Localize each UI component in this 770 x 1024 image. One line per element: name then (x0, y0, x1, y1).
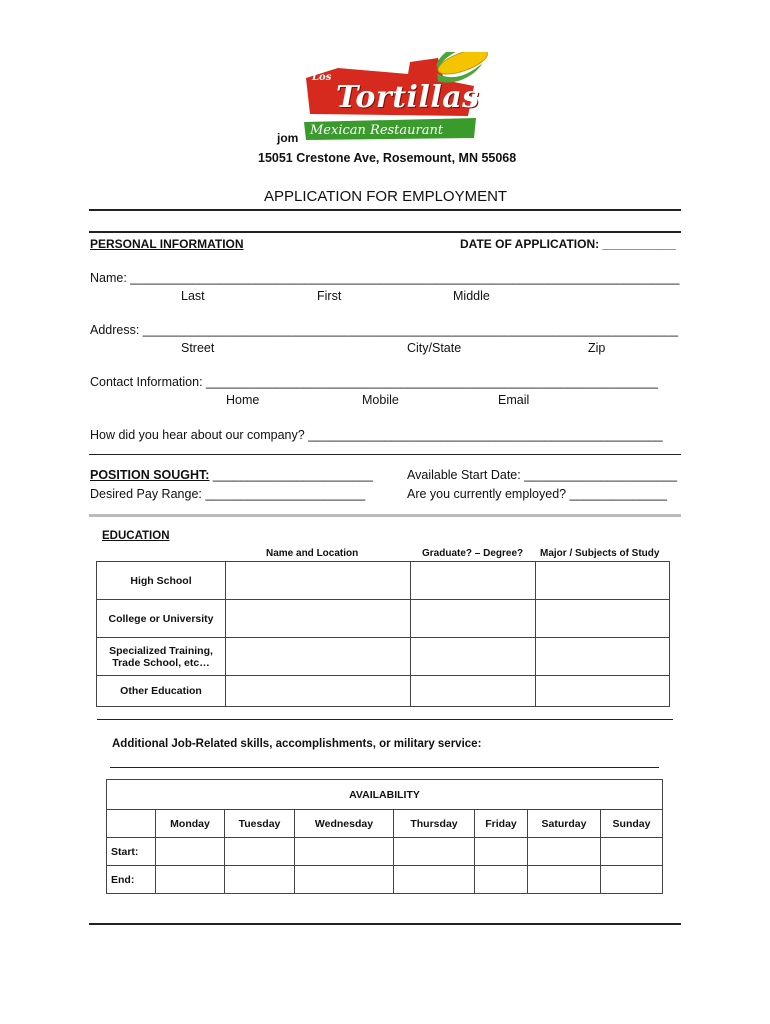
bottom-rule (89, 923, 681, 925)
skills-line[interactable] (110, 767, 659, 768)
education-rule (97, 719, 673, 720)
title-rule (89, 209, 681, 211)
availability-row-label: Start: (107, 838, 156, 866)
table-row (107, 810, 663, 838)
availability-cell[interactable] (475, 866, 528, 894)
availability-cell[interactable] (295, 838, 394, 866)
edu-cell[interactable] (226, 600, 411, 638)
position-sought-row[interactable] (90, 468, 373, 482)
edu-cell[interactable] (536, 600, 670, 638)
desired-pay-field[interactable]: Desired Pay Range: _______________________ (90, 487, 366, 501)
availability-cell[interactable] (394, 866, 475, 894)
address-field[interactable]: Address: _____________________________________________________________________________ (90, 323, 679, 337)
personal-heading: PERSONAL INFORMATION (90, 237, 244, 251)
education-heading: EDUCATION (102, 530, 170, 542)
personal-rule-top (89, 231, 681, 233)
availability-cell[interactable] (225, 838, 295, 866)
edu-cell[interactable] (226, 638, 411, 676)
edu-cell[interactable] (536, 676, 670, 707)
table-row (107, 780, 663, 810)
name-field[interactable]: Name: _______________________________________________________________________________ (90, 271, 680, 285)
currently-employed-field[interactable]: Are you currently employed? ______________ (407, 487, 667, 501)
logo-subtitle: Mexican Restaurant (310, 123, 444, 138)
edu-col-major: Major / Subjects of Study (540, 548, 660, 559)
edu-cell[interactable] (226, 676, 411, 707)
position-rule (89, 514, 681, 517)
edu-cell[interactable] (411, 600, 536, 638)
day-header: Thursday (394, 810, 475, 838)
table-row (107, 866, 663, 894)
logo-name: Tortillas (336, 80, 480, 115)
day-header: Wednesday (295, 810, 394, 838)
available-start-field[interactable]: Available Start Date: ______________________ (407, 468, 678, 482)
logo-top-text: Los (312, 72, 332, 83)
personal-rule-bottom (89, 454, 681, 455)
skills-label: Additional Job-Related skills, accomplishments, or military service: (112, 738, 482, 750)
restaurant-address: 15051 Crestone Ave, Rosemount, MN 55068 (258, 151, 517, 165)
day-header: Saturday (528, 810, 601, 838)
availability-corner (107, 810, 156, 838)
edu-row-label: Specialized Training, Trade School, etc… (97, 638, 226, 676)
table-row (97, 638, 670, 676)
availability-cell[interactable] (156, 838, 225, 866)
table-row (107, 838, 663, 866)
edu-cell[interactable] (226, 562, 411, 600)
day-header: Tuesday (225, 810, 295, 838)
availability-cell[interactable] (528, 866, 601, 894)
edu-row-label: College or University (97, 600, 226, 638)
page-title: APPLICATION FOR EMPLOYMENT (264, 188, 508, 205)
position-sought-label: POSITION SOUGHT: (90, 468, 210, 482)
edu-col-name-location: Name and Location (266, 548, 359, 559)
day-header: Monday (156, 810, 225, 838)
day-header: Sunday (601, 810, 663, 838)
availability-cell[interactable] (156, 866, 225, 894)
availability-cell[interactable] (394, 838, 475, 866)
day-header: Friday (475, 810, 528, 838)
edu-cell[interactable] (411, 638, 536, 676)
table-row (97, 676, 670, 707)
contact-sub-home: Home (226, 393, 260, 407)
edu-col-degree: Graduate? – Degree? (422, 548, 524, 559)
position-sought-blank: _______________________ (209, 468, 373, 482)
address-sub-city: City/State (407, 341, 462, 355)
table-row (97, 562, 670, 600)
edu-cell[interactable] (411, 676, 536, 707)
edu-cell[interactable] (411, 562, 536, 600)
name-sub-middle: Middle (453, 289, 490, 303)
availability-cell[interactable] (601, 866, 663, 894)
contact-sub-mobile: Mobile (362, 393, 399, 407)
edu-cell[interactable] (536, 638, 670, 676)
contact-field[interactable]: Contact Information: _________________________________________________________________ (90, 375, 658, 389)
availability-cell[interactable] (601, 838, 663, 866)
availability-cell[interactable] (225, 866, 295, 894)
availability-cell[interactable] (475, 838, 528, 866)
education-table (96, 561, 670, 707)
edu-row-label: High School (97, 562, 226, 600)
jom-text: jom (277, 131, 299, 145)
restaurant-logo (298, 52, 498, 144)
contact-sub-email: Email (498, 393, 530, 407)
availability-row-label: End: (107, 866, 156, 894)
address-sub-zip: Zip (588, 341, 606, 355)
name-sub-first: First (317, 289, 342, 303)
availability-table (106, 779, 663, 894)
table-row (97, 600, 670, 638)
edu-cell[interactable] (536, 562, 670, 600)
availability-cell[interactable] (295, 866, 394, 894)
availability-title: AVAILABILITY (107, 780, 663, 810)
name-sub-last: Last (181, 289, 205, 303)
address-sub-street: Street (181, 341, 215, 355)
referral-field[interactable]: How did you hear about our company? ___________________________________________________ (90, 428, 663, 442)
date-of-application[interactable]: DATE OF APPLICATION: ___________ (460, 237, 676, 251)
edu-row-label: Other Education (97, 676, 226, 707)
availability-cell[interactable] (528, 838, 601, 866)
